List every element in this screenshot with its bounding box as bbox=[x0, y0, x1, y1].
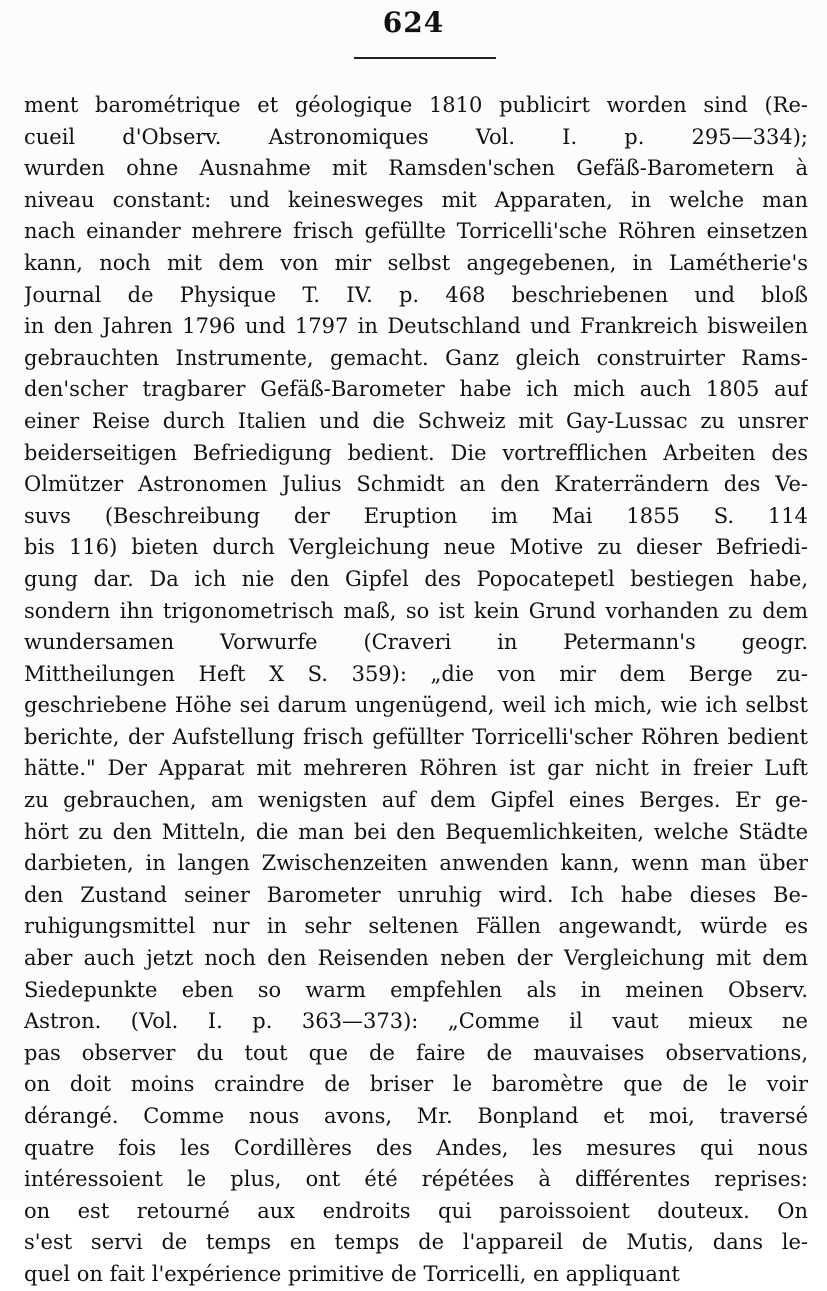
text-line: in den Jahren 1796 und 1797 in Deutschland und Frankreich bisweilen bbox=[24, 314, 808, 339]
text-line: bis 116) bieten durch Vergleichung neue Motive zu dieser Befriedi- bbox=[24, 535, 808, 560]
text-line: aber auch jetzt noch den Reisenden neben der Vergleichung mit dem bbox=[24, 946, 808, 971]
text-line: on est retourné aux endroits qui paroissoient douteux. On bbox=[24, 1198, 808, 1223]
text-line: den'scher tragbarer Gefäß-Barometer habe ich mich auch 1805 auf bbox=[24, 377, 808, 402]
text-line: quatre fois les Cordillères des Andes, les mesures qui nous bbox=[24, 1135, 808, 1160]
text-line: beiderseitigen Befriedigung bedient. Die vortrefflichen Arbeiten des bbox=[24, 440, 808, 465]
text-line: wurden ohne Ausnahme mit Ramsden'schen Gefäß-Barometern à bbox=[24, 156, 808, 181]
text-line: einer Reise durch Italien und die Schweiz mit Gay-Lussac zu unsrer bbox=[24, 408, 808, 433]
text-line: ment barométrique et géologique 1810 publicirt worden sind (Re- bbox=[24, 93, 808, 117]
text-line: Journal de Physique T. IV. p. 468 beschriebenen und bloß bbox=[24, 282, 808, 307]
text-line: quel on fait l'expérience primitive de Torricelli, en appliquant bbox=[24, 1261, 680, 1286]
text-line: wundersamen Vorwurfe (Craveri in Petermann's geogr. bbox=[24, 630, 808, 655]
text-line: Astron. (Vol. I. p. 363—373): „Comme il vaut mieux ne bbox=[24, 1009, 808, 1034]
text-line: pas observer du tout que de faire de mauvaises observations, bbox=[24, 1040, 808, 1065]
text-line: zu gebrauchen, am wenigsten auf dem Gipfel eines Berges. Er ge- bbox=[24, 788, 808, 813]
text-line: on doit moins craindre de briser le baromètre que de le voir bbox=[24, 1072, 808, 1097]
text-line: sondern ihn trigonometrisch maß, so ist kein Grund vorhanden zu dem bbox=[24, 598, 808, 623]
text-line: dérangé. Comme nous avons, Mr. Bonpland et moi, traversé bbox=[24, 1104, 808, 1128]
text-line: niveau constant: und keinesweges mit Apparaten, in welche man bbox=[24, 187, 808, 212]
text-line: nach einander mehrere frisch gefüllte Torricelli'sche Röhren einsetzen bbox=[24, 219, 808, 244]
text-line: den Zustand seiner Barometer unruhig wird. Ich habe dieses Be- bbox=[24, 882, 808, 907]
text-line: Olmützer Astronomen Julius Schmidt an den Kraterrändern des Ve- bbox=[24, 472, 808, 497]
text-line: intéressoient le plus, ont été répétées à différentes reprises: bbox=[24, 1167, 808, 1192]
text-line: s'est servi de temps en temps de l'appareil de Mutis, dans le- bbox=[24, 1230, 808, 1255]
text-line: hört zu den Mitteln, die man bei den Bequemlichkeiten, welche Städte bbox=[24, 819, 808, 844]
text-line: kann, noch mit dem von mir selbst angegebenen, in Lamétherie's bbox=[24, 250, 808, 275]
text-line: hätte." Der Apparat mit mehreren Röhren ist gar nicht in freier Luft bbox=[24, 756, 808, 781]
page-number: 624 bbox=[382, 6, 445, 39]
text-line: Siedepunkte eben so warm empfehlen als in meinen Observ. bbox=[24, 977, 808, 1002]
text-line: Mittheilungen Heft X S. 359): „die von mir dem Berge zu- bbox=[24, 661, 808, 686]
header-rule bbox=[354, 57, 496, 59]
text-line: geschriebene Höhe sei darum ungenügend, weil ich mich, wie ich selbst bbox=[24, 693, 808, 718]
text-line: gebrauchten Instrumente, gemacht. Ganz gleich construirter Rams- bbox=[24, 345, 808, 370]
text-line: cueil d'Observ. Astronomiques Vol. I. p. 295—334); bbox=[24, 124, 808, 149]
text-line: darbieten, in langen Zwischenzeiten anwenden kann, wenn man über bbox=[24, 851, 808, 876]
body-text bbox=[24, 90, 808, 1291]
text-line: ruhigungsmittel nur in sehr seltenen Fällen angewandt, würde es bbox=[24, 914, 808, 939]
text-line: berichte, der Aufstellung frisch gefüllter Torricelli'scher Röhren bedient bbox=[24, 724, 808, 749]
text-line: gung dar. Da ich nie den Gipfel des Popocatepetl bestiegen habe, bbox=[24, 566, 808, 591]
text-line: suvs (Beschreibung der Eruption im Mai 1855 S. 114 bbox=[24, 503, 808, 528]
